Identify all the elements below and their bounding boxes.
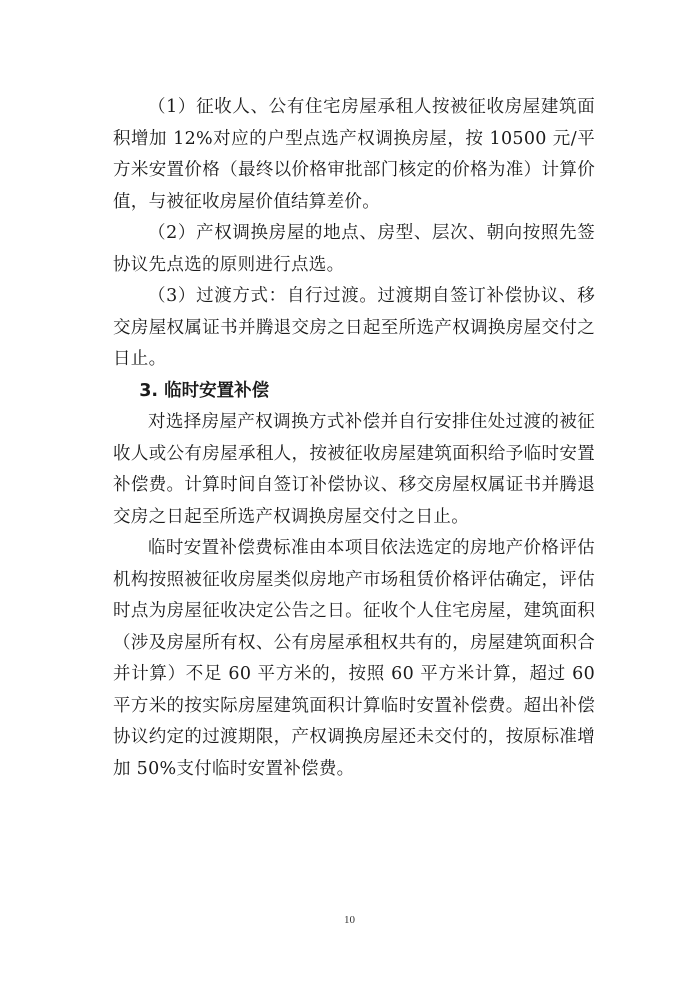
paragraph-transition-method: （3）过渡方式：自行过渡。过渡期自签订补偿协议、移交房屋权属证书并腾退交房之日起至所选产权调换房屋交付之日止。 <box>113 286 595 369</box>
paragraph-temporary-resettlement-standard: 临时安置补偿费标准由本项目依法选定的房地产价格评估机构按照被征收房屋类似房地产市场租赁价格评估确定，评估时点为房屋征收决定公告之日。征收个人住宅房屋，建筑面积（涉及房屋所有权、公有房屋承租权共有的，房屋建筑面积合并计算）不足 60 平方米的，按照 60 平方米计算，超过 60 平方米的按实际房屋建筑面积计算临时安置补偿费。超出补偿协议约定的过渡期限，产权调换房屋还未交付的，按原标准增加 50%支付临时安置补偿费。 <box>113 538 595 779</box>
document-body <box>113 92 595 785</box>
section-heading-temporary-resettlement: 3. 临时安置补偿 <box>139 380 270 401</box>
paragraph-temporary-resettlement-scope: 对选择房屋产权调换方式补偿并自行安排住处过渡的被征收人或公有房屋承租人，按被征收房屋建筑面积给予临时安置补偿费。计算时间自签订补偿协议、移交房屋权属证书并腾退交房之日起至所选产权调换房屋交付之日止。 <box>113 412 595 527</box>
paragraph-selection-order: （2）产权调换房屋的地点、房型、层次、朝向按照先签协议先点选的原则进行点选。 <box>113 223 595 275</box>
page-number: 10 <box>344 914 355 926</box>
paragraph-exchange-housing-price: （1）征收人、公有住宅房屋承租人按被征收房屋建筑面积增加 12%对应的户型点选产权调换房屋，按 10500 元/平方米安置价格（最终以价格审批部门核定的价格为准）计算价值，与被征收房屋价值结算差价。 <box>113 97 595 212</box>
